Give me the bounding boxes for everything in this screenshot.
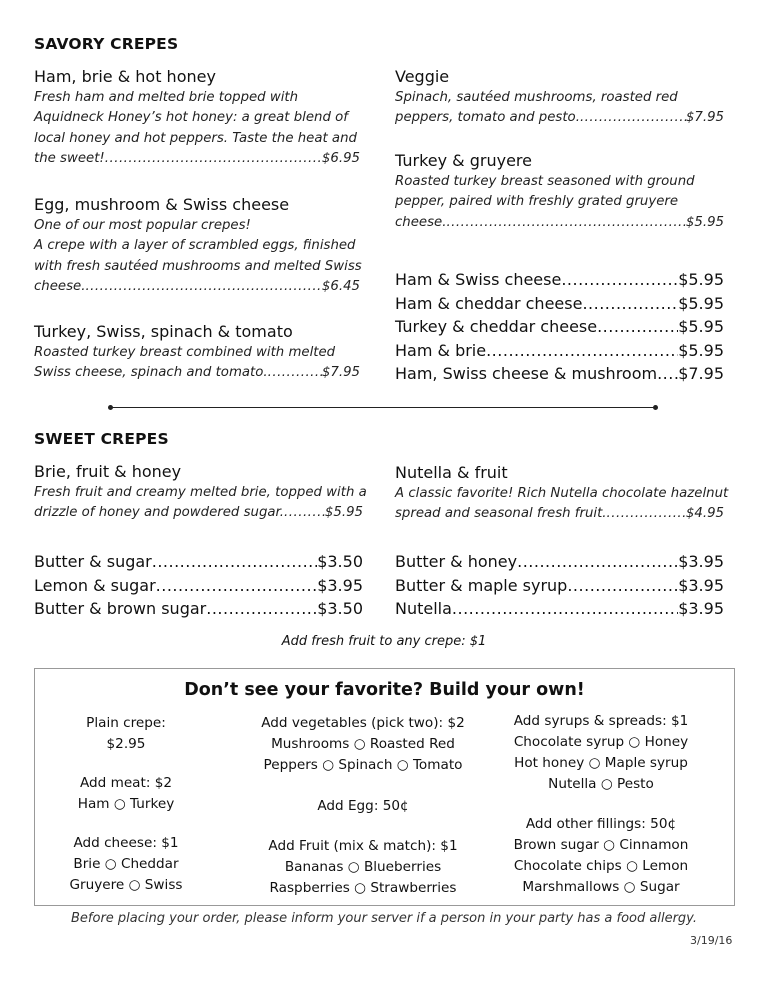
menu-item-price-row (395, 504, 724, 524)
menu-item (395, 66, 724, 129)
menu-item-description: A crepe with a layer of scrambled eggs, finished (34, 238, 356, 254)
menu-item-name: Butter & honey (395, 552, 518, 571)
menu-item-price: $5.95 (678, 293, 724, 313)
menu-item-description: A classic favorite! Rich Nutella chocolate hazelnut (395, 486, 729, 501)
menu-item-name: Ham, Swiss cheese & mushroom (395, 364, 658, 384)
dot-leader (580, 108, 686, 128)
menu-item-price: $5.95 (685, 214, 724, 230)
build-option-group (235, 836, 491, 899)
dot-leader (85, 277, 321, 297)
savory-heading: SAVORY CREPES (34, 35, 179, 53)
menu-item (395, 462, 729, 525)
build-option-heading: Add Egg: 50¢ (317, 798, 409, 814)
sweet-simple-list-left (34, 550, 363, 621)
build-option-heading: Add syrups & spreads: $1 (513, 713, 689, 729)
build-column-syrups (485, 711, 717, 898)
menu-item (34, 461, 367, 524)
menu-item-description: One of our most popular crepes! (34, 218, 251, 233)
dot-leader (452, 597, 678, 621)
build-option-choices: Nutella ○ Pesto (548, 776, 654, 792)
menu-item-description: Fresh fruit and creamy melted brie, topped with a (34, 485, 367, 500)
menu-item-name: Butter & sugar (34, 552, 152, 571)
dot-leader (567, 574, 678, 598)
menu-item (395, 150, 724, 233)
menu-item-name: Turkey, Swiss, spinach & tomato (34, 322, 293, 341)
sweet-simple-list-right (395, 550, 724, 621)
menu-item-price: $5.95 (324, 505, 363, 521)
menu-item-name: Butter & brown sugar (34, 599, 207, 619)
menu-item-description: Roasted turkey breast seasoned with ground (395, 174, 695, 189)
menu-item-price-row (34, 149, 360, 169)
dot-leader (206, 597, 317, 621)
menu-item-description: local honey and hot peppers. Taste the heat and (34, 130, 357, 146)
dot-leader (486, 339, 678, 363)
build-option-group (35, 833, 217, 896)
build-option-choices: Gruyere ○ Swiss (69, 877, 183, 893)
dot-leader (284, 503, 325, 523)
menu-item (34, 574, 363, 598)
build-option-group (35, 773, 217, 815)
build-option-choices: Bananas ○ Blueberries (284, 859, 442, 875)
menu-item-price: $5.95 (678, 340, 724, 360)
menu-item (34, 597, 363, 621)
menu-item-description: cheese. (395, 214, 447, 230)
menu-item-name: Brie, fruit & honey (34, 462, 182, 481)
menu-item-name: Lemon & sugar (34, 575, 156, 595)
build-option-group (235, 713, 491, 776)
build-option-choices: Brie ○ Cheddar (73, 856, 179, 872)
menu-item-description: the sweet! (34, 150, 105, 166)
build-option-heading: Add meat: $2 (79, 775, 173, 791)
build-option-group (485, 814, 717, 898)
dot-leader (105, 149, 322, 169)
menu-item-price: $7.95 (678, 364, 724, 384)
menu-item (395, 292, 724, 316)
menu-item-description: pepper, paired with freshly grated gruyere (395, 194, 679, 210)
menu-item-name: Ham & Swiss cheese (395, 270, 562, 289)
build-option-heading: Add Fruit (mix & match): $1 (268, 838, 458, 854)
build-option-choices: Chocolate syrup ○ Honey (513, 734, 689, 750)
sweet-heading: SWEET CREPES (34, 430, 169, 448)
build-option-choices: Marshmallows ○ Sugar (522, 879, 680, 895)
menu-item (395, 550, 724, 574)
build-option-heading: Add vegetables (pick two): $2 (261, 715, 465, 731)
menu-date: 3/19/16 (690, 934, 733, 947)
menu-item-price: $3.50 (317, 599, 363, 619)
build-option-group (485, 711, 717, 795)
dot-leader (152, 550, 317, 574)
menu-item-description: Fresh ham and melted brie topped with (34, 90, 299, 105)
dot-leader (597, 315, 678, 339)
build-option-choices: Mushrooms ○ Roasted Red (271, 736, 455, 752)
menu-item-price: $3.50 (317, 552, 363, 571)
menu-item-description: peppers, tomato and pesto. (395, 110, 580, 126)
build-option-choices: Brown sugar ○ Cinnamon (513, 837, 689, 853)
menu-item-name: Ham & cheddar cheese (395, 293, 583, 313)
savory-simple-list (395, 268, 724, 386)
build-your-own-box (34, 668, 735, 906)
build-column-vegetables (235, 713, 491, 899)
menu-item-description: drizzle of honey and powdered sugar. (34, 505, 285, 521)
menu-item-name: Turkey & cheddar cheese (395, 317, 598, 337)
menu-item-price-row (34, 503, 363, 523)
build-option-group (235, 796, 491, 817)
menu-item (395, 574, 724, 598)
section-divider (110, 407, 656, 408)
build-option-heading: Plain crepe: (86, 715, 166, 731)
menu-item (395, 597, 724, 621)
build-option-choices: Chocolate chips ○ Lemon (513, 858, 689, 874)
menu-item-description: spread and seasonal fresh fruit. (395, 506, 607, 522)
dot-leader (561, 268, 678, 292)
menu-item-price: $3.95 (678, 599, 724, 619)
dot-leader (657, 362, 678, 386)
menu-item-description: Spinach, sautéed mushrooms, roasted red (395, 90, 678, 105)
menu-item (395, 339, 724, 363)
menu-item-name: Egg, mushroom & Swiss cheese (34, 195, 290, 214)
menu-item (34, 550, 363, 574)
menu-item-description: Swiss cheese, spinach and tomato. (34, 365, 268, 381)
menu-item-price: $7.95 (685, 110, 724, 126)
menu-item (395, 315, 724, 339)
menu-item-price: $7.95 (321, 365, 360, 381)
dot-leader (446, 213, 685, 233)
dot-leader (607, 504, 686, 524)
menu-item (34, 66, 360, 169)
menu-item-name: Nutella (395, 599, 452, 619)
menu-item-description: Roasted turkey breast combined with melted (34, 345, 336, 360)
build-option-choices: $2.95 (106, 736, 146, 752)
menu-item-price: $6.95 (321, 150, 360, 166)
menu-item-price: $5.95 (678, 317, 724, 337)
menu-item-price: $6.45 (321, 278, 360, 294)
menu-item-price-row (34, 277, 360, 297)
menu-item (395, 268, 724, 292)
menu-item (34, 321, 360, 384)
build-option-choices: Peppers ○ Spinach ○ Tomato (263, 757, 463, 773)
menu-item-name: Veggie (395, 67, 450, 86)
build-option-group (35, 713, 217, 755)
menu-item-price: $3.95 (317, 575, 363, 595)
menu-item (34, 194, 360, 297)
menu-item-price-row (34, 363, 360, 383)
build-column-base (35, 713, 217, 896)
menu-item-name: Ham & brie (395, 340, 487, 360)
menu-item-name: Nutella & fruit (395, 463, 508, 482)
build-option-choices: Raspberries ○ Strawberries (269, 880, 457, 896)
dot-leader (156, 574, 318, 598)
menu-item-price: $4.95 (685, 506, 724, 522)
allergy-note: Before placing your order, please inform your server if a person in your party has a food allergy. (71, 911, 697, 926)
build-your-own-title: Don’t see your favorite? Build your own! (184, 680, 585, 700)
build-option-choices: Ham ○ Turkey (77, 796, 175, 812)
menu-item-price-row (395, 213, 724, 233)
build-option-heading: Add other fillings: 50¢ (525, 816, 677, 832)
menu-item-price: $3.95 (678, 552, 724, 571)
menu-item-price: $3.95 (678, 575, 724, 595)
menu-item-name: Ham, brie & hot honey (34, 67, 216, 86)
menu-item-description: Aquidneck Honey’s hot honey: a great blend of (34, 110, 348, 126)
build-option-choices: Hot honey ○ Maple syrup (514, 755, 688, 771)
menu-item-name: Butter & maple syrup (395, 575, 568, 595)
menu-item-description: cheese. (34, 278, 86, 294)
menu-item-description: with fresh sautéed mushrooms and melted Swiss (34, 258, 362, 274)
menu-item-name: Turkey & gruyere (395, 151, 532, 170)
build-option-heading: Add cheese: $1 (73, 835, 179, 851)
menu-item-price-row (395, 108, 724, 128)
menu-item-price: $5.95 (678, 270, 724, 289)
dot-leader (268, 363, 322, 383)
fresh-fruit-note: Add fresh fruit to any crepe: $1 (281, 634, 487, 649)
dot-leader (582, 292, 678, 316)
dot-leader (517, 550, 678, 574)
menu-item (395, 362, 724, 386)
